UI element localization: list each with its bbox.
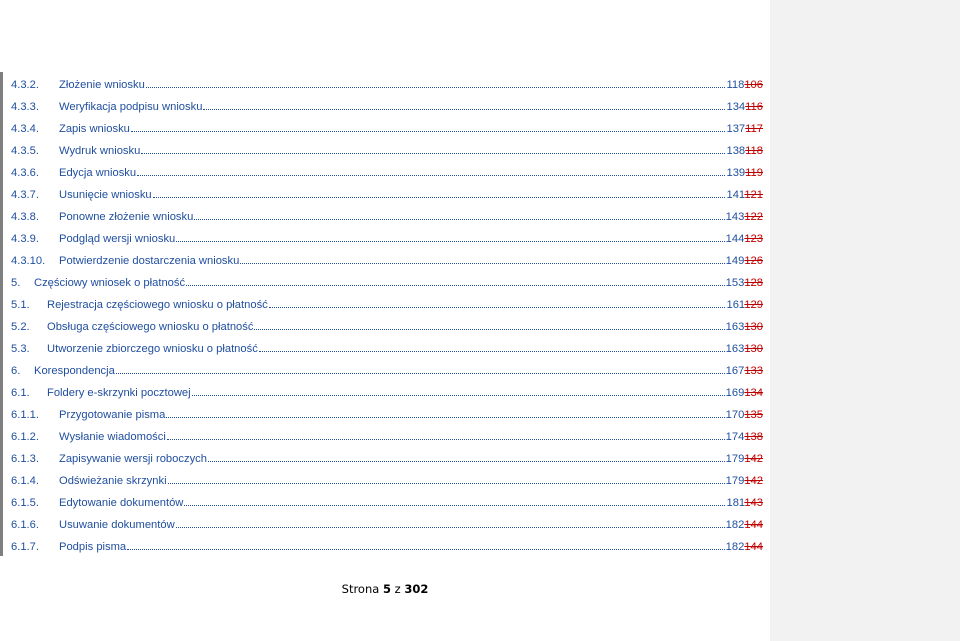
- toc-entry-number: 4.3.9.: [11, 233, 39, 245]
- toc-entry[interactable]: [11, 426, 763, 448]
- toc-entry-title: Podpis pisma: [59, 541, 127, 553]
- toc-entry-pages: [726, 382, 763, 404]
- toc-deleted-page-number: 116: [745, 101, 763, 113]
- toc-entry[interactable]: [11, 316, 763, 338]
- toc-entry-title: Edycja wniosku: [59, 167, 137, 179]
- toc-entry-number: 4.3.10.: [11, 255, 46, 267]
- toc-entry[interactable]: [11, 96, 763, 118]
- toc-dot-leader: [203, 108, 725, 110]
- toc-entry-number: 6.1.1.: [11, 409, 39, 421]
- toc-dot-leader: [166, 416, 724, 418]
- toc-dot-leader: [116, 372, 725, 374]
- toc-new-page-number: 149: [725, 255, 745, 267]
- toc-deleted-page-number: 122: [744, 211, 763, 223]
- toc-new-page-number: 182: [725, 519, 745, 531]
- toc-new-page-number: 134: [726, 101, 746, 113]
- toc-entry-title: Utworzenie zbiorczego wniosku o płatność: [47, 343, 258, 355]
- toc-new-page-number: 179: [725, 475, 745, 487]
- toc-entry[interactable]: [11, 514, 763, 536]
- toc-deleted-page-number: 128: [744, 277, 763, 289]
- markup-pane: [770, 0, 960, 641]
- toc-dot-leader: [194, 218, 724, 220]
- toc-new-page-number: 144: [725, 233, 745, 245]
- toc-entry-pages: [726, 404, 763, 426]
- toc-entry-pages: [726, 140, 763, 162]
- toc-entry-number: 5.1.: [11, 299, 30, 311]
- toc-entry[interactable]: [11, 404, 763, 426]
- toc-new-page-number: 182: [725, 541, 745, 553]
- toc-dot-leader: [186, 284, 725, 286]
- toc-new-page-number: 137: [726, 123, 746, 135]
- toc-entry-title: Zapis wniosku: [59, 123, 130, 135]
- toc-entry[interactable]: [11, 228, 763, 250]
- toc-dot-leader: [146, 86, 726, 88]
- toc-entry-number: 6.1.6.: [11, 519, 39, 531]
- toc-entry-number: 6.: [11, 365, 21, 377]
- toc-dot-leader: [141, 152, 725, 154]
- toc-new-page-number: 161: [726, 299, 745, 311]
- toc-new-page-number: 179: [725, 453, 745, 465]
- toc-entry-title: Obsługa częściowego wniosku o płatność: [47, 321, 254, 333]
- toc-entry-number: 4.3.4.: [11, 123, 39, 135]
- toc-entry-title: Usunięcie wniosku: [59, 189, 152, 201]
- toc-deleted-page-number: 129: [744, 299, 763, 311]
- toc-entry-pages: [726, 272, 763, 294]
- toc-deleted-page-number: 144: [744, 541, 763, 553]
- toc-dot-leader: [168, 482, 725, 484]
- toc-entry[interactable]: [11, 492, 763, 514]
- toc-entry-number: 4.3.8.: [11, 211, 39, 223]
- toc-deleted-page-number: 135: [744, 409, 763, 421]
- toc-entry-number: 4.3.7.: [11, 189, 39, 201]
- toc-dot-leader: [269, 306, 726, 308]
- toc-entry-pages: [726, 228, 763, 250]
- toc-deleted-page-number: 119: [745, 167, 763, 179]
- toc-deleted-page-number: 130: [744, 343, 763, 355]
- footer-prefix: Strona: [341, 582, 383, 596]
- toc-entry-number: 4.3.6.: [11, 167, 39, 179]
- toc-entry-title: Korespondencja: [34, 365, 115, 377]
- toc-entry-pages: [726, 118, 763, 140]
- toc-entry[interactable]: [11, 470, 763, 492]
- toc-new-page-number: 143: [725, 211, 745, 223]
- toc-entry-number: 4.3.3.: [11, 101, 39, 113]
- toc-entry-title: Wysłanie wiadomości: [59, 431, 166, 443]
- toc-entry[interactable]: [11, 162, 763, 184]
- toc-deleted-page-number: 133: [744, 365, 763, 377]
- toc-new-page-number: 138: [726, 145, 746, 157]
- toc-entry-pages: [726, 514, 763, 536]
- toc-entry-number: 4.3.5.: [11, 145, 39, 157]
- toc-entry-title: Podgląd wersji wniosku: [59, 233, 176, 245]
- toc-entry-title: Złożenie wniosku: [59, 79, 145, 91]
- toc-entry-title: Częściowy wniosek o płatność: [34, 277, 186, 289]
- toc-entry-number: 6.1.5.: [11, 497, 39, 509]
- toc-entry-title: Zapisywanie wersji roboczych: [59, 453, 207, 465]
- toc-entry-number: 6.1.: [11, 387, 30, 399]
- toc-deleted-page-number: 138: [744, 431, 763, 443]
- toc-dot-leader: [167, 438, 725, 440]
- toc-entry-title: Edytowanie dokumentów: [59, 497, 184, 509]
- toc-dot-leader: [153, 196, 726, 198]
- toc-entry[interactable]: [11, 360, 763, 382]
- toc-dot-leader: [184, 504, 725, 506]
- toc-deleted-page-number: 144: [744, 519, 763, 531]
- toc-deleted-page-number: 121: [744, 189, 763, 201]
- toc-deleted-page-number: 130: [744, 321, 763, 333]
- toc-entry-pages: [726, 250, 763, 272]
- revision-change-bar: [0, 72, 3, 556]
- toc-entry-title: Wydruk wniosku: [59, 145, 141, 157]
- toc-deleted-page-number: 142: [744, 475, 763, 487]
- toc-deleted-page-number: 142: [744, 453, 763, 465]
- toc-entry-number: 5.: [11, 277, 21, 289]
- page-footer: [0, 582, 770, 596]
- toc-entry-title: Foldery e-skrzynki pocztowej: [47, 387, 191, 399]
- toc-entry-pages: [726, 360, 763, 382]
- toc-entry-number: 5.2.: [11, 321, 30, 333]
- toc-entry-pages: [726, 294, 763, 316]
- toc-entry-pages: [726, 206, 763, 228]
- toc-new-page-number: 167: [725, 365, 745, 377]
- toc-new-page-number: 163: [725, 343, 745, 355]
- toc-deleted-page-number: 123: [744, 233, 763, 245]
- toc-entry-pages: [726, 470, 763, 492]
- toc-entry-title: Przygotowanie pisma: [59, 409, 166, 421]
- toc-dot-leader: [192, 394, 725, 396]
- toc-entry-title: Ponowne złożenie wniosku: [59, 211, 194, 223]
- toc-entry-title: Odświeżanie skrzynki: [59, 475, 167, 487]
- toc-dot-leader: [137, 174, 725, 176]
- toc-entry-number: 6.1.3.: [11, 453, 39, 465]
- toc-entry-pages: [726, 162, 763, 184]
- toc-dot-leader: [259, 350, 725, 352]
- toc-entry-title: Rejestracja częściowego wniosku o płatność: [47, 299, 268, 311]
- toc-new-page-number: 181: [726, 497, 745, 509]
- toc-new-page-number: 118: [726, 79, 745, 91]
- toc-deleted-page-number: 143: [744, 497, 763, 509]
- toc-new-page-number: 141: [726, 189, 745, 201]
- toc-dot-leader: [176, 240, 724, 242]
- toc-entry-number: 6.1.2.: [11, 431, 39, 443]
- footer-total-pages: 302: [404, 582, 429, 596]
- toc-entry-number: 5.3.: [11, 343, 30, 355]
- toc-new-page-number: 170: [725, 409, 745, 421]
- toc-entry[interactable]: [11, 118, 763, 140]
- toc-entry-number: 4.3.2.: [11, 79, 39, 91]
- toc-new-page-number: 163: [725, 321, 745, 333]
- toc-deleted-page-number: 106: [744, 79, 763, 91]
- toc-entry[interactable]: [11, 206, 763, 228]
- toc-entry[interactable]: [11, 338, 763, 360]
- toc-entry[interactable]: [11, 250, 763, 272]
- toc-entry-title: Weryfikacja podpisu wniosku: [59, 101, 203, 113]
- toc-entry-pages: [726, 96, 763, 118]
- toc-dot-leader: [127, 548, 724, 550]
- toc-entry-title: Potwierdzenie dostarczenia wniosku: [59, 255, 240, 267]
- toc-entry-title: Usuwanie dokumentów: [59, 519, 175, 531]
- footer-current-page: 5: [382, 582, 391, 596]
- toc-new-page-number: 139: [726, 167, 746, 179]
- toc-deleted-page-number: 117: [745, 123, 763, 135]
- toc-new-page-number: 153: [725, 277, 745, 289]
- toc-entry-pages: [726, 492, 763, 514]
- toc-entry[interactable]: [11, 294, 763, 316]
- toc-entry-number: 6.1.4.: [11, 475, 39, 487]
- toc-entry-pages: [726, 74, 763, 96]
- toc-entry[interactable]: [11, 74, 763, 96]
- toc-new-page-number: 169: [725, 387, 745, 399]
- toc-entry-pages: [726, 338, 763, 360]
- toc-dot-leader: [208, 460, 725, 462]
- toc-deleted-page-number: 134: [744, 387, 763, 399]
- toc-entry-pages: [726, 536, 763, 558]
- toc-entry-pages: [726, 426, 763, 448]
- footer-separator: z: [390, 582, 405, 596]
- toc-entry[interactable]: [11, 184, 763, 206]
- toc-deleted-page-number: 118: [745, 145, 763, 157]
- toc-dot-leader: [131, 130, 726, 132]
- toc-dot-leader: [176, 526, 725, 528]
- table-of-contents: [11, 74, 763, 558]
- toc-entry[interactable]: [11, 140, 763, 162]
- toc-entry-pages: [726, 184, 763, 206]
- toc-entry[interactable]: [11, 536, 763, 558]
- toc-entry[interactable]: [11, 382, 763, 404]
- toc-new-page-number: 174: [725, 431, 745, 443]
- toc-dot-leader: [240, 262, 724, 264]
- toc-entry-number: 6.1.7.: [11, 541, 39, 553]
- toc-deleted-page-number: 126: [744, 255, 763, 267]
- toc-dot-leader: [254, 328, 724, 330]
- toc-entry-pages: [726, 448, 763, 470]
- toc-entry-pages: [726, 316, 763, 338]
- toc-entry[interactable]: [11, 448, 763, 470]
- toc-entry[interactable]: [11, 272, 763, 294]
